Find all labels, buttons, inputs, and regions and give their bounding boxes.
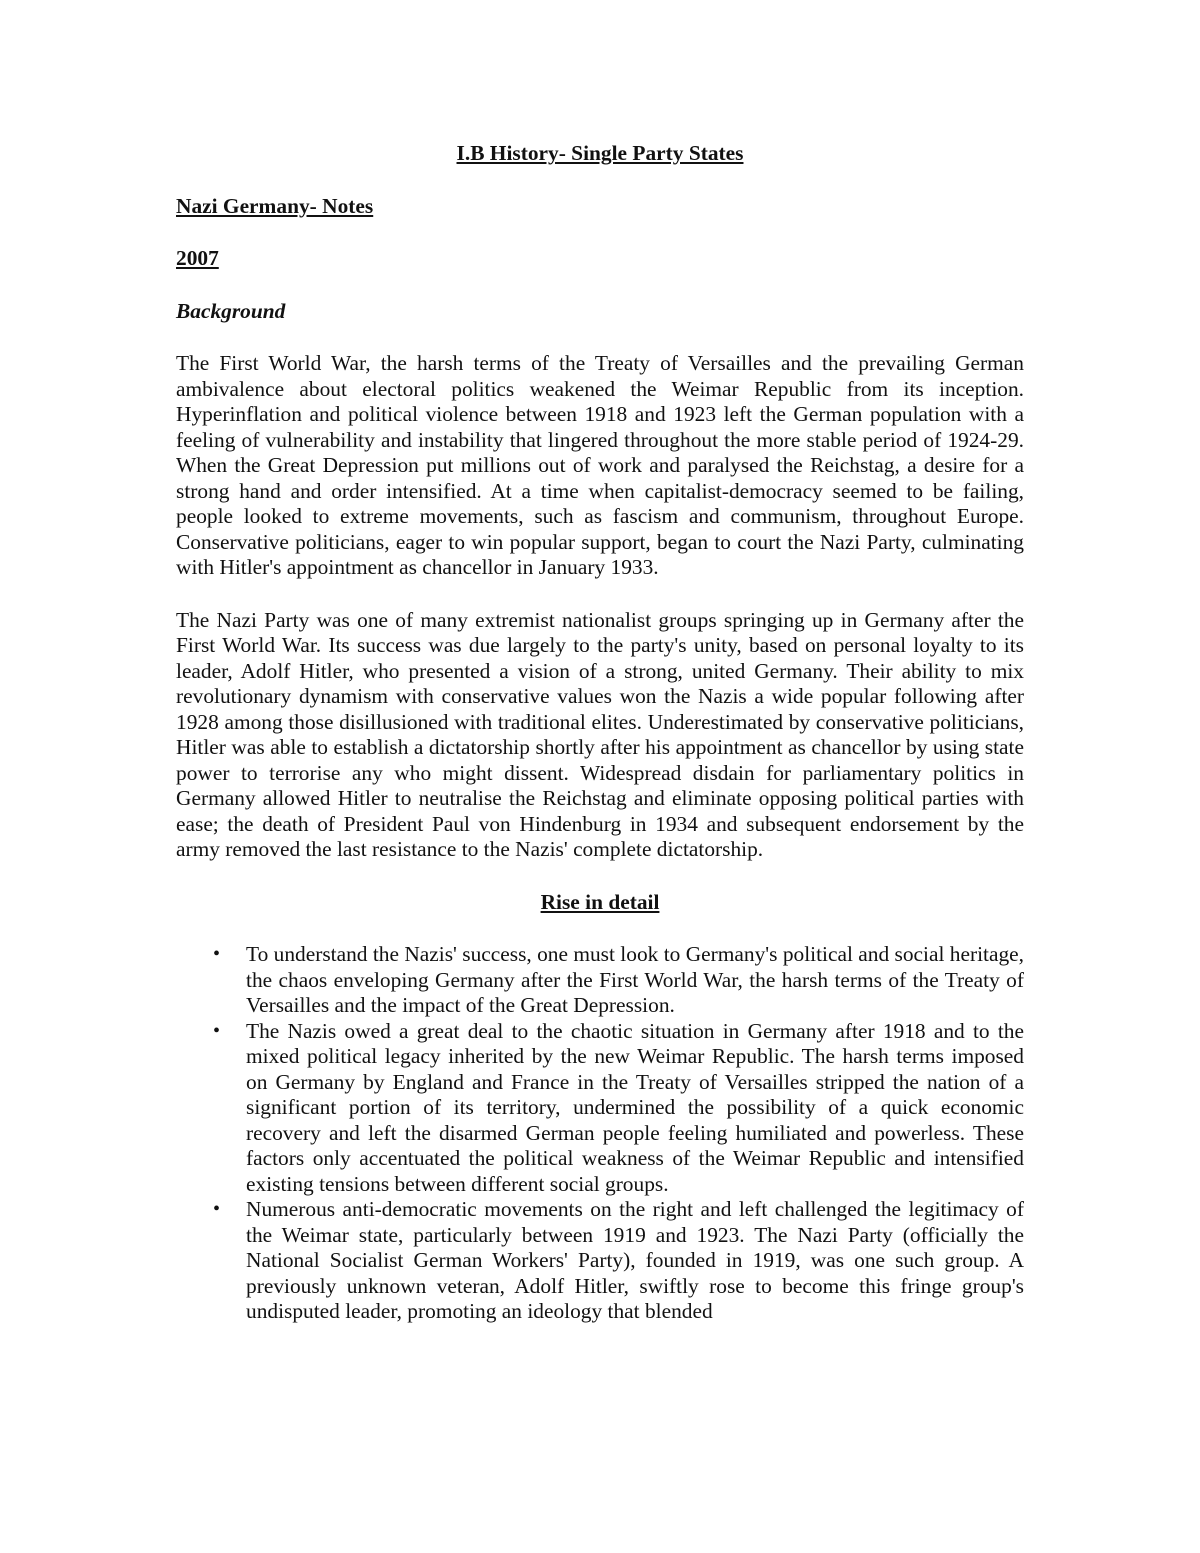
bullet-icon: • [213, 1198, 221, 1220]
document-subtitle: Nazi Germany- Notes [176, 193, 374, 218]
document-body [176, 141, 1024, 1325]
paragraph-2: The Nazi Party was one of many extremist nationalist groups springing up in Germany after the First World War. Its success was due largely to the party's unity, based on personal loyalty to its leader, Adolf Hitler, who presented a vision of a strong, united Germany. Their ability to mix revolutionary dynamism with conservative values won the Nazis a wide popular following after 1928 among those disillusioned with traditional elites. Underestimated by conservative politicians, Hitler was able to establish a dictatorship shortly after his appointment as chancellor by using state power to terrorise any who might dissent. Widespread disdain for parliamentary politics in Germany allowed Hitler to neutralise the Reichstag and eliminate opposing political parties with ease; the death of President Paul von Hindenburg in 1934 and subsequent endorsement by the army removed the last resistance to the Nazis' complete dictatorship. [176, 607, 1024, 861]
list-item [176, 1019, 1024, 1198]
bullet-text: Numerous anti-democratic movements on the right and left challenged the legitimacy of the Weimar state, particularly between 1919 and 1923. The Nazi Party (officially the National Socialist German Workers' Party), founded in 1919, was one such group. A previously unknown veteran, Adolf Hitler, swiftly rose to become this fringe group's undisputed leader, promoting an ideology that blended [246, 1197, 1024, 1323]
list-item [176, 942, 1024, 1019]
bullet-icon: • [213, 943, 221, 965]
background-heading: Background [176, 298, 286, 323]
bullet-icon: • [213, 1019, 221, 1042]
bullet-text: To understand the Nazis' success, one must look to Germany's political and social heritage, the chaos enveloping Germany after the First World War, the harsh terms of the Treaty of Versailles and the impact of the Great Depression. [246, 942, 1024, 1017]
document-title: I.B History- Single Party States [456, 141, 744, 165]
document-year: 2007 [176, 246, 219, 270]
bullet-text: The Nazis owed a great deal to the chaotic situation in Germany after 1918 and to the mixed political legacy inherited by the new Weimar Republic. The harsh terms imposed on Germany by England and France in the Treaty of Versailles stripped the nation of a significant portion of its territory, undermined the possibility of a quick economic recovery and left the disarmed German people feeling humiliated and powerless. These factors only accentuated the political weakness of the Weimar Republic and intensified existing tensions between different social groups. [246, 1018, 1024, 1196]
list-item [176, 1197, 1024, 1325]
bullet-list [176, 942, 1024, 1325]
rise-heading: Rise in detail [540, 889, 660, 914]
paragraph-1: The First World War, the harsh terms of the Treaty of Versailles and the prevailing German ambivalence about electoral politics weakened the Weimar Republic from its inception. Hyperinflation and political violence between 1918 and 1923 left the German population with a feeling of vulnerability and instability that lingered throughout the more stable period of 1924-29. When the Great Depression put millions out of work and paralysed the Reichstag, a desire for a strong hand and order intensified. At a time when capitalist-democracy seemed to be failing, people looked to extreme movements, such as fascism and communism, throughout Europe. Conservative politicians, eager to win popular support, began to court the Nazi Party, culminating with Hitler's appointment as chancellor in January 1933. [176, 351, 1024, 579]
